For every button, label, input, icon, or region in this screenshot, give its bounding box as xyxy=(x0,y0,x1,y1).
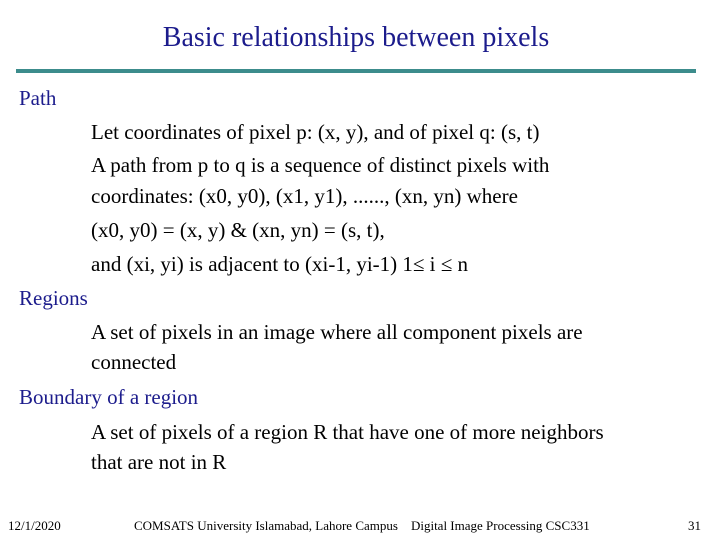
path-line-5: and (xi, yi) is adjacent to (xi-1, yi-1) 1≤ i ≤ n xyxy=(91,252,469,276)
boundary-heading: Boundary of a region xyxy=(19,385,199,409)
slide-title: Basic relationships between pixels xyxy=(162,22,550,53)
path-heading: Path xyxy=(19,86,57,110)
page-number: 31 xyxy=(688,518,701,533)
footer-date: 12/1/2020 xyxy=(8,518,61,533)
boundary-line-1: A set of pixels of a region R that have one of more neighbors xyxy=(91,420,604,444)
footer-center xyxy=(134,518,590,534)
regions-line-2: connected xyxy=(91,350,177,374)
title-underline xyxy=(16,69,696,73)
footer-course: Digital Image Processing CSC331 xyxy=(410,518,590,533)
path-line-2: A path from p to q is a sequence of distinct pixels with xyxy=(91,153,550,177)
footer-institution: COMSATS University Islamabad, Lahore Campus xyxy=(134,518,398,533)
regions-heading: Regions xyxy=(19,286,88,310)
path-line-4: (x0, y0) = (x, y) & (xn, yn) = (s, t), xyxy=(91,218,385,242)
boundary-line-2: that are not in R xyxy=(91,450,227,474)
path-line-1: Let coordinates of pixel p: (x, y), and of pixel q: (s, t) xyxy=(91,120,540,144)
path-line-3: coordinates: (x0, y0), (x1, y1), ......, (xn, yn) where xyxy=(91,184,518,208)
regions-line-1: A set of pixels in an image where all component pixels are xyxy=(91,320,583,344)
